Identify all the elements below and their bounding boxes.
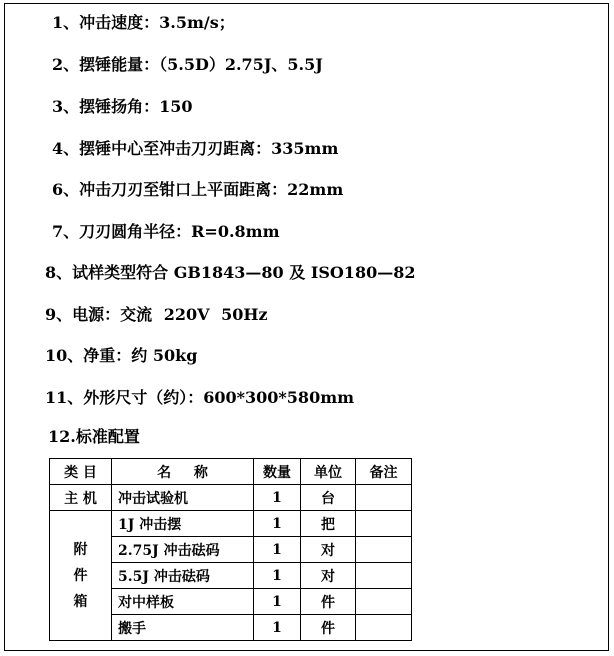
spec-dimensions: 11、外形尺寸（约）：600*300*580mm — [45, 388, 355, 407]
row-name: 对中样板 — [112, 589, 254, 615]
header-remark: 备注 — [356, 459, 412, 485]
row-name: 1J 冲击摆 — [112, 511, 254, 537]
row-unit: 把 — [301, 511, 356, 537]
row-unit: 件 — [301, 615, 356, 641]
row-unit: 对 — [301, 563, 356, 589]
row-quantity: 1 — [254, 485, 301, 511]
config-title: 12.标准配置 — [48, 427, 140, 446]
header-category: 类 目 — [50, 459, 112, 485]
row-category: 主 机 — [50, 485, 112, 511]
accessory-category-char: 附 — [73, 541, 88, 558]
table-row — [50, 511, 412, 537]
row-name: 5.5J 冲击砝码 — [112, 563, 254, 589]
row-quantity: 1 — [254, 511, 301, 537]
row-name: 2.75J 冲击砝码 — [112, 537, 254, 563]
row-name: 搬手 — [112, 615, 254, 641]
spec-net-weight: 10、净重：约 50kg — [45, 346, 198, 365]
header-unit: 单位 — [301, 459, 356, 485]
row-remark — [356, 615, 412, 641]
accessory-category-char: 件 — [73, 567, 88, 584]
spec-pendulum-angle: 3、摆锤扬角：150 — [52, 97, 193, 116]
spec-sample-standard: 8、试样类型符合 GB1843—80 及 ISO180—82 — [45, 263, 416, 282]
accessory-category-cell — [50, 511, 112, 641]
spec-blade-jaw-distance: 6、冲击刀刃至钳口上平面距离：22mm — [52, 180, 344, 199]
table-row — [50, 485, 412, 511]
row-quantity: 1 — [254, 615, 301, 641]
spec-blade-radius: 7、刀刃圆角半径：R=0.8mm — [52, 222, 280, 241]
spec-impact-speed: 1、冲击速度：3.5m/s； — [52, 13, 235, 32]
spec-pendulum-distance: 4、摆锤中心至冲击刀刃距离：335mm — [52, 139, 339, 158]
row-quantity: 1 — [254, 537, 301, 563]
table-header-row — [50, 459, 412, 485]
row-quantity: 1 — [254, 589, 301, 615]
row-remark — [356, 485, 412, 511]
row-quantity: 1 — [254, 563, 301, 589]
spec-power: 9、电源：交流 220V 50Hz — [45, 305, 268, 324]
accessory-category-char: 箱 — [73, 593, 88, 610]
row-unit: 对 — [301, 537, 356, 563]
header-name: 名 称 — [112, 459, 254, 485]
row-remark — [356, 563, 412, 589]
config-table — [49, 458, 412, 641]
row-remark — [356, 589, 412, 615]
header-quantity: 数量 — [254, 459, 301, 485]
row-unit: 台 — [301, 485, 356, 511]
row-unit: 件 — [301, 589, 356, 615]
row-remark — [356, 537, 412, 563]
row-remark — [356, 511, 412, 537]
row-name: 冲击试验机 — [112, 485, 254, 511]
spec-pendulum-energy: 2、摆锤能量：（5.5D）2.75J、5.5J — [52, 55, 323, 74]
